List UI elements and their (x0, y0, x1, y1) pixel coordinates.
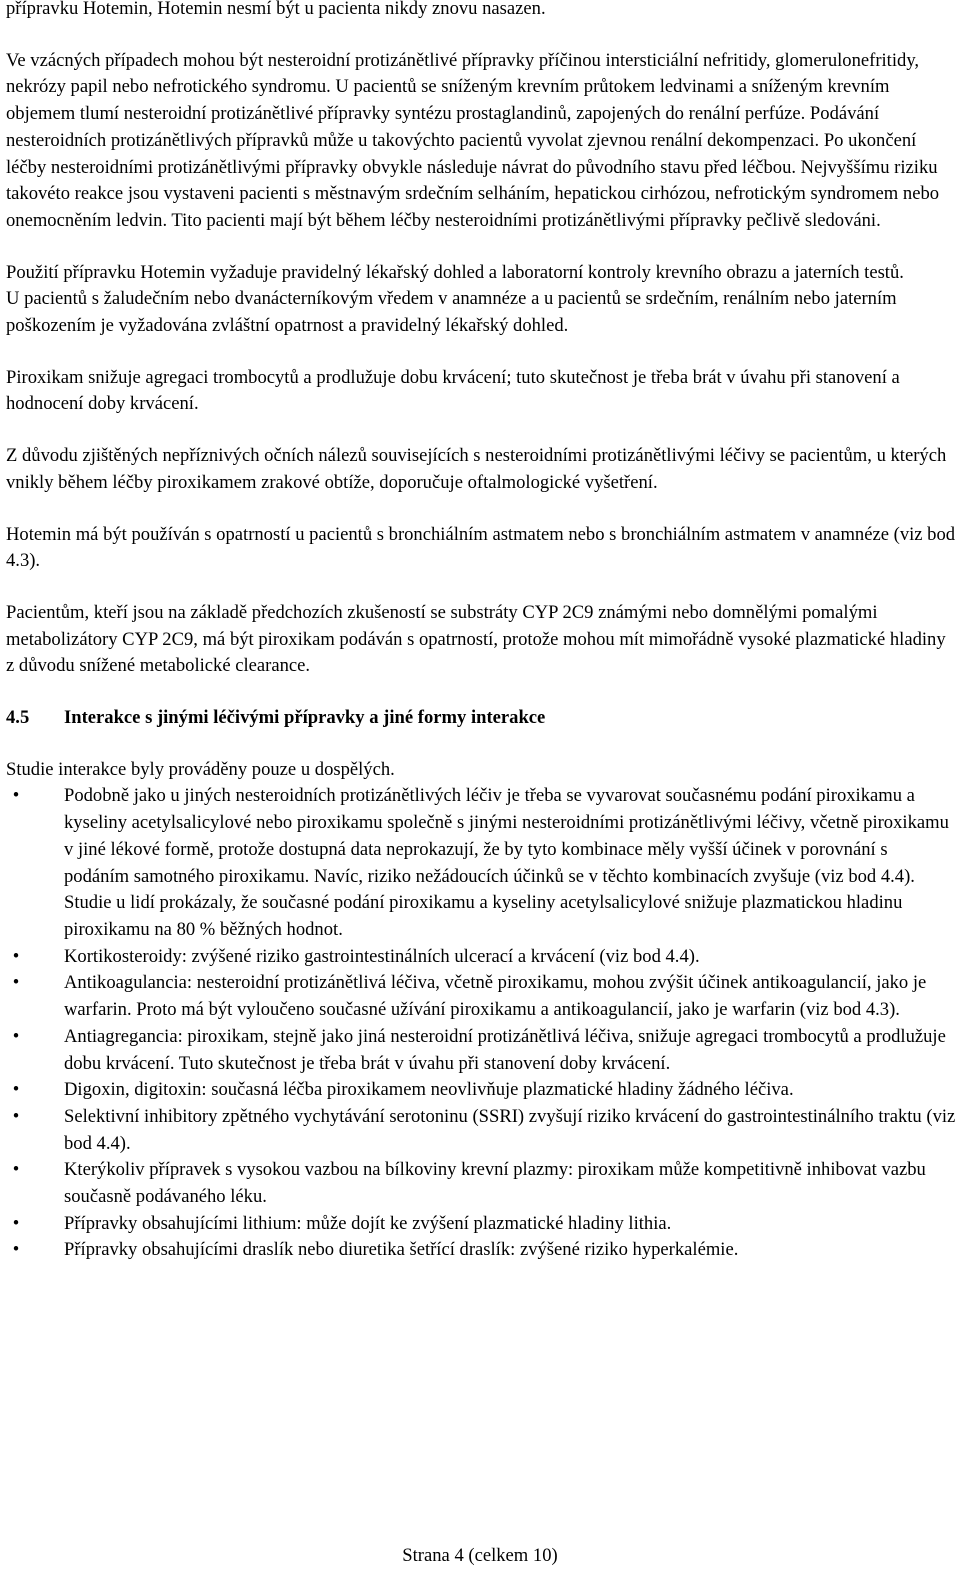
spacer (6, 235, 956, 260)
list-item-text: Digoxin, digitoxin: současná léčba piroxikamem neovlivňuje plazmatické hladiny žádného léčiva. (64, 1079, 794, 1101)
bullet-icon: • (12, 1239, 20, 1261)
list-item-text: Kortikosteroidy: zvýšené riziko gastrointestinálních ulcerací a krvácení (viz bod 4.4). (64, 945, 700, 967)
list-item (6, 1104, 956, 1157)
section-heading (6, 705, 956, 732)
list-item (6, 1077, 956, 1104)
paragraph: Piroxikam snižuje agregaci trombocytů a prodlužuje dobu krvácení; tuto skutečnost je třeba brát v úvahu při stanovení a hodnocení doby krvácení. (6, 366, 900, 415)
bullet-icon: • (12, 945, 20, 967)
list-item (6, 1237, 956, 1264)
paragraph: přípravku Hotemin, Hotemin nesmí být u pacienta nikdy znovu nasazen. (6, 0, 546, 19)
bullet-icon: • (12, 785, 20, 807)
document-page (6, 0, 956, 1264)
page-footer: Strana 4 (celkem 10) (402, 1545, 558, 1566)
list-item-text: Přípravky obsahujícími draslík nebo diuretika šetřící draslík: zvýšené riziko hyperkalémie. (64, 1239, 739, 1261)
list-item-text: Selektivní inhibitory zpětného vychytávání serotoninu (SSRI) zvyšují riziko krvácení do gastrointestinálního traktu (viz bod 4.4). (64, 1105, 956, 1154)
list-item-text: Podobně jako u jiných nesteroidních protizánětlivých léčiv je třeba se vyvarovat současnému podání piroxikamu a kyseliny acetylsalicylové nebo piroxikamu společně s jinými nesteroidními protizánětlivými léčivy, včetně piroxikamu v jiné lékové formě, protože dostupná data neprokazují, že by tyto kombinace měly vyšší účinek v porovnání s podáním samotného piroxikamu. Navíc, riziko nežádoucích účinků se v těchto kombinacích zvyšuje (viz bod 4.4). Studie u lidí prokázaly, že současné podání piroxikamu a kyseliny acetylsalicylové snižuje plazmatickou hladinu piroxikamu na 80 % běžných hodnot. (64, 785, 949, 940)
paragraph: Pacientům, kteří jsou na základě předchozích zkušeností se substráty CYP 2C9 známými nebo domnělými pomalými metabolizátory CYP 2C9, má být piroxikam podáván s opatrností, protože mohou mít mimořádně vysoké plazmatické hladiny z důvodu snížené metabolické clearance. (6, 601, 946, 677)
list-item (6, 1211, 956, 1238)
list-item (6, 1157, 956, 1210)
list-item (6, 1024, 956, 1077)
intro-text: Studie interakce byly prováděny pouze u dospělých. (6, 758, 395, 780)
paragraph: Z důvodu zjištěných nepříznivých očních nálezů souvisejících s nesteroidními protizánětlivými léčivy se pacientům, u kterých vnikly během léčby piroxikamem zrakové obtíže, doporučuje oftalmologické vyšetření. (6, 445, 947, 493)
spacer (6, 23, 956, 48)
list-item-text: Antiagregancia: piroxikam, stejně jako jiná nesteroidní protizánětlivá léčiva, snižuje agregaci trombocytů a prodlužuje dobu krvácení. Tuto skutečnost je třeba brát v úvahu při stanovení doby krvácení. (64, 1025, 946, 1074)
spacer (6, 418, 956, 443)
bullet-icon: • (12, 1025, 20, 1047)
spacer (6, 680, 956, 705)
paragraph: Hotemin má být používán s opatrností u pacientů s bronchiálním astmatem nebo s bronchiálním astmatem v anamnéze (viz bod 4.3). (6, 523, 956, 572)
list-item (6, 970, 956, 1023)
list-item (6, 944, 956, 971)
bullet-icon: • (12, 1105, 20, 1127)
bullet-icon: • (12, 1212, 20, 1234)
paragraph: Použití přípravku Hotemin vyžaduje pravidelný lékařský dohled a laboratorní kontroly krevního obrazu a jaterních testů. (6, 261, 904, 283)
spacer (6, 732, 956, 757)
list-item (6, 783, 956, 943)
spacer (6, 497, 956, 522)
paragraph: Ve vzácných případech mohou být nesteroidní protizánětlivé přípravky příčinou intersticiální nefritidy, glomerulonefritidy, nekrózy papil nebo nefrotického syndromu. U pacientů se sníženým krevním průtokem ledvinami a sníženým krevním objemem tlumí nesteroidní protizánětlivé přípravky syntézu prostaglandinů, zapojených do renální perfúze. Podávání nesteroidních protizánětlivých přípravků může u takovýchto pacientů vyvolat zjevnou renální dekompenzaci. Po ukončení léčby nesteroidními protizánětlivými přípravky obvykle následuje návrat do původního stavu před léčbou. Nejvyššímu riziku takovéto reakce jsou vystaveni pacienti s městnavým srdečním selháním, hepatickou cirhózou, nefrotickým syndromem nebo onemocněním ledvin. Tito pacienti mají být během léčby nesteroidními protizánětlivými přípravky pečlivě sledováni. (6, 49, 940, 231)
section-number: 4.5 (6, 707, 30, 729)
list-item-text: Přípravky obsahujícími lithium: může dojít ke zvýšení plazmatické hladiny lithia. (64, 1212, 672, 1234)
interaction-list (6, 783, 956, 1264)
paragraph: U pacientů s žaludečním nebo dvanácterníkovým vředem v anamnéze a u pacientů se srdečním, renálním nebo jaterním poškozením je vyžadována zvláštní opatrnost a pravidelný lékařský dohled. (6, 288, 897, 337)
spacer (6, 340, 956, 365)
bullet-icon: • (12, 1079, 20, 1101)
spacer (6, 575, 956, 600)
list-item-text: Antikoagulancia: nesteroidní protizánětlivá léčiva, včetně piroxikamu, mohou zvýšit účinek antikoagulancií, jako je warfarin. Proto má být vyloučeno současné užívání piroxikamu a antikoagulancií, jako je warfarin (viz bod 4.3). (64, 972, 927, 1021)
section-title: Interakce s jinými léčivými přípravky a jiné formy interakce (64, 707, 546, 729)
bullet-icon: • (12, 972, 20, 994)
bullet-icon: • (12, 1159, 20, 1181)
list-item-text: Kterýkoliv přípravek s vysokou vazbou na bílkoviny krevní plazmy: piroxikam může kompetitivně inhibovat vazbu současně podávaného léku. (64, 1159, 926, 1208)
